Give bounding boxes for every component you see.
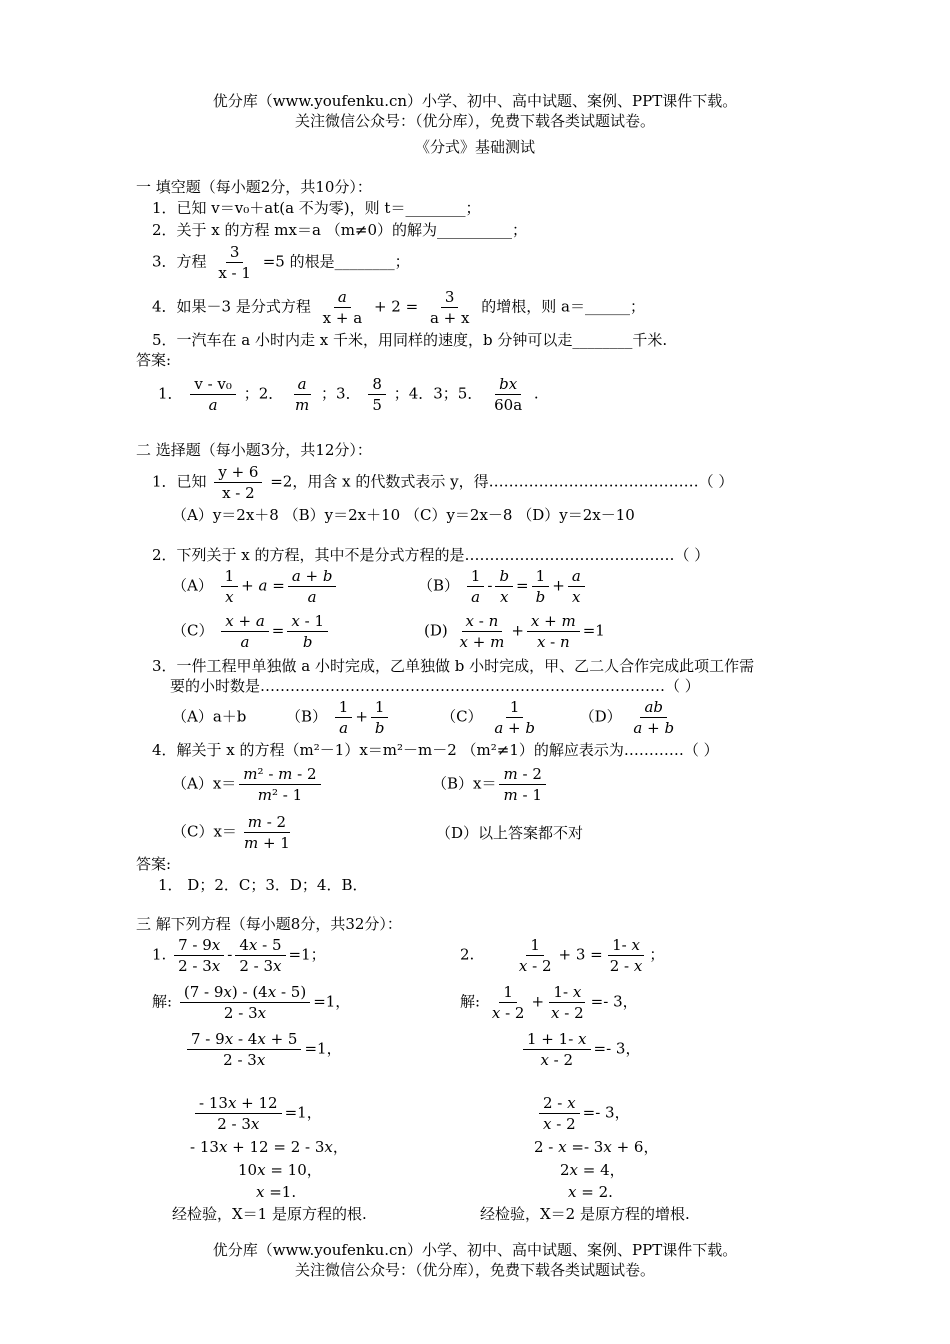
s1-q4-mid: + 2 = bbox=[373, 297, 419, 316]
s3-p1-check: 经检验，X＝1 是原方程的根. bbox=[172, 1205, 367, 1223]
s3-p1-step2: $\frac{7 - 9x - 4x + 5}{2 - 3x}$ =1， bbox=[184, 1029, 342, 1070]
s3-p1-num: 1. bbox=[152, 945, 167, 964]
s2-q3-c-label: （C） bbox=[441, 707, 483, 726]
s2-q3-b-label: （B） bbox=[285, 707, 327, 726]
s3-p2-num: 2. bbox=[460, 945, 475, 964]
s3-p2-check: 经检验，X＝2 是原方程的增根. bbox=[480, 1205, 690, 1223]
s3-p2-step3: $\frac{2 - x}{x - 2}$ =- 3， bbox=[536, 1093, 630, 1134]
s1-q4-frac2: $\frac{3}{a + x}$ bbox=[429, 288, 470, 327]
header-line-2: 关注微信公众号：（优分库），免费下载各类试题试卷。 bbox=[294, 112, 655, 130]
s3-p2-step1: 解: $\frac{1}{x - 2}$ + $\frac{1- x}{x - 2}$ =- 3， bbox=[460, 983, 638, 1022]
s1-ans-frac3: $\frac{8}{5}$ bbox=[368, 374, 386, 415]
s3-p2-step6: x = 2. bbox=[568, 1183, 613, 1201]
s2-q2-a-label: （A） bbox=[172, 576, 213, 595]
footer-line-1: 优分库（www.youfenku.cn）小学、初中、高中试题、案例、PPT课件下载。 bbox=[212, 1241, 738, 1259]
s1-ans-1: 1． bbox=[158, 384, 183, 403]
s2-q4-option-c: （C）x＝ $\frac{m - 2}{m + 1}$ bbox=[172, 813, 290, 852]
s1-q3-fraction: $\frac{3}{x - 1}$ bbox=[218, 243, 251, 282]
s2-q2-option-a: （A） $\frac{1}{x}$ + a = $\frac{a + b}{a}$ bbox=[172, 566, 339, 607]
footer-line-2: 关注微信公众号：（优分库），免费下载各类试题试卷。 bbox=[294, 1261, 655, 1279]
s1-q3 bbox=[152, 242, 410, 283]
section3-heading: 三 解下列方程（每小题8分，共32分）： bbox=[136, 915, 402, 933]
s3-p2-step2: $\frac{1 + 1- x}{x - 2}$ =- 3， bbox=[520, 1029, 640, 1070]
s3-p2-equation: 2. $\frac{1}{x - 2}$ + 3 = $\frac{1- x}{2 - x}$ ； bbox=[460, 936, 665, 975]
s2-q1-post: =2，用含 x 的代数式表示 y，得……………………………………（ ） bbox=[270, 472, 734, 491]
s1-q5: 5．一汽车在 a 小时内走 x 千米，用同样的速度，b 分钟可以走________千米. bbox=[152, 331, 668, 349]
s3-p2-step5: 2x = 4， bbox=[560, 1161, 625, 1179]
s2-q2-option-b: （B） $\frac{1}{a}$ - $\frac{b}{x}$ = $\frac{1}{b}$ + $\frac{a}{x}$ bbox=[418, 566, 588, 607]
s3-p1-step5: 10x = 10， bbox=[238, 1161, 322, 1179]
header-line-1: 优分库（www.youfenku.cn）小学、初中、高中试题、案例、PPT课件下载。 bbox=[212, 92, 738, 110]
s1-q2: 2．关于 x 的方程 mx＝a （m≠0）的解为__________； bbox=[152, 221, 528, 239]
s2-q1-pre: 1．已知 bbox=[152, 472, 207, 491]
s2-q2: 2．下列关于 x 的方程，其中不是分式方程的是……………………………………（ ） bbox=[152, 546, 710, 564]
s3-p1-step6: x =1. bbox=[256, 1183, 297, 1201]
s3-p1-step4: - 13x + 12 = 2 - 3x， bbox=[190, 1138, 348, 1156]
s2-answers: 1． D；2．C；3．D；4．B． bbox=[158, 876, 368, 894]
s2-q2-b-label: （B） bbox=[418, 576, 460, 595]
s3-p1-equation: 1. $\frac{7 - 9x}{2 - 3x}$ - $\frac{4x - 5}{2 - 3x}$ =1； bbox=[152, 936, 326, 975]
s3-p1-step1: 解: $\frac{(7 - 9x) - (4x - 5)}{2 - 3x}$ =1， bbox=[152, 983, 351, 1022]
s1-ans-end: . bbox=[533, 384, 539, 403]
s2-q3-d-label: （D） bbox=[579, 707, 622, 726]
s2-q4: 4．解关于 x 的方程（m²－1）x＝m²－m－2 （m²≠1）的解应表示为…………（ ） bbox=[152, 741, 719, 759]
s3-p1-solve-label: 解: bbox=[152, 992, 173, 1011]
s2-q2-option-c: （C） $\frac{x + a}{a}$ = $\frac{x - 1}{b}$ bbox=[172, 611, 331, 652]
s2-q4-option-a: （A）x＝ $\frac{\text{m² - m - 2}}{\text{m² - 1}}$ bbox=[172, 764, 324, 805]
section1-heading: 一 填空题（每小题2分，共10分）： bbox=[136, 178, 372, 196]
s1-q3-pre: 3．方程 bbox=[152, 252, 207, 271]
s2-q4-a-label: （A）x＝ bbox=[172, 774, 237, 793]
s1-q4-post: 的增根，则 a＝______； bbox=[481, 297, 645, 316]
s1-ans-frac2: $\frac{a}{m}$ bbox=[295, 375, 310, 414]
s1-ans-frac1: $\frac{\text{v - v₀}}{a}$ bbox=[190, 374, 236, 415]
s1-q1: 1．已知 v＝v₀＋at(a 不为零)，则 t＝________； bbox=[152, 199, 481, 217]
s1-answers bbox=[158, 374, 539, 415]
s2-q3-line1: 3．一件工程甲单独做 a 小时完成，乙单独做 b 小时完成，甲、乙二人合作完成此项工作需 bbox=[152, 657, 755, 675]
s2-q1 bbox=[152, 462, 733, 503]
s1-q4 bbox=[152, 287, 645, 328]
s1-q4-frac1: $\frac{a}{x + a}$ bbox=[322, 288, 363, 327]
s1-answer-label: 答案: bbox=[136, 351, 172, 369]
s2-q1-frac: $\frac{y + 6}{x - 2}$ bbox=[214, 462, 262, 503]
s2-answer-label: 答案: bbox=[136, 855, 172, 873]
s3-p1-step3: $\frac{- 13x + 12}{2 - 3x}$ =1， bbox=[192, 1093, 322, 1134]
s1-ans-2: ；2． bbox=[243, 384, 284, 403]
s2-q2-option-d: (D) $\frac{x - n}{x + m}$ + $\frac{x + m}{x - n}$ =1 bbox=[424, 612, 605, 651]
s1-ans-frac5: $\frac{bx}{60a}$ bbox=[494, 375, 523, 414]
s1-q4-pre: 4．如果－3 是分式方程 bbox=[152, 297, 311, 316]
s2-q2-d-label: (D) bbox=[424, 621, 448, 640]
s2-q1-options: （A）y＝2x＋8 （B）y＝2x＋10 （C）y＝2x－8 （D）y＝2x－10 bbox=[172, 506, 635, 524]
s2-q4-b-label: （B）x＝ bbox=[432, 774, 497, 793]
s3-p2-solve-label: 解: bbox=[460, 992, 481, 1011]
s2-q3-options: （A）a＋b （B） $\frac{1}{a}$ + $\frac{1}{b}$ （C） $\frac{1}{a + b}$ （D） $\frac{ab}{a + b}$ bbox=[172, 698, 675, 737]
s2-q4-option-d: （D）以上答案都不对 bbox=[436, 824, 584, 842]
section2-heading: 二 选择题（每小题3分，共12分）： bbox=[136, 441, 372, 459]
s1-q3-post: =5 的根是________； bbox=[262, 252, 410, 271]
s2-q3-line2: 要的小时数是………………………………………………………………………（ ） bbox=[170, 677, 700, 695]
s3-p2-step4: 2 - x =- 3x + 6， bbox=[534, 1138, 659, 1156]
s1-ans-3: ；3． bbox=[321, 384, 361, 403]
s2-q4-c-label: （C）x＝ bbox=[172, 822, 237, 841]
page-title: 《分式》基础测试 bbox=[414, 138, 535, 156]
s2-q3-a: （A）a＋b bbox=[172, 707, 247, 726]
s2-q4-option-b: （B）x＝ $\frac{m - 2}{m - 1}$ bbox=[432, 764, 549, 805]
s2-q2-c-label: （C） bbox=[172, 621, 214, 640]
s1-ans-4: ；4．3；5． bbox=[393, 384, 483, 403]
